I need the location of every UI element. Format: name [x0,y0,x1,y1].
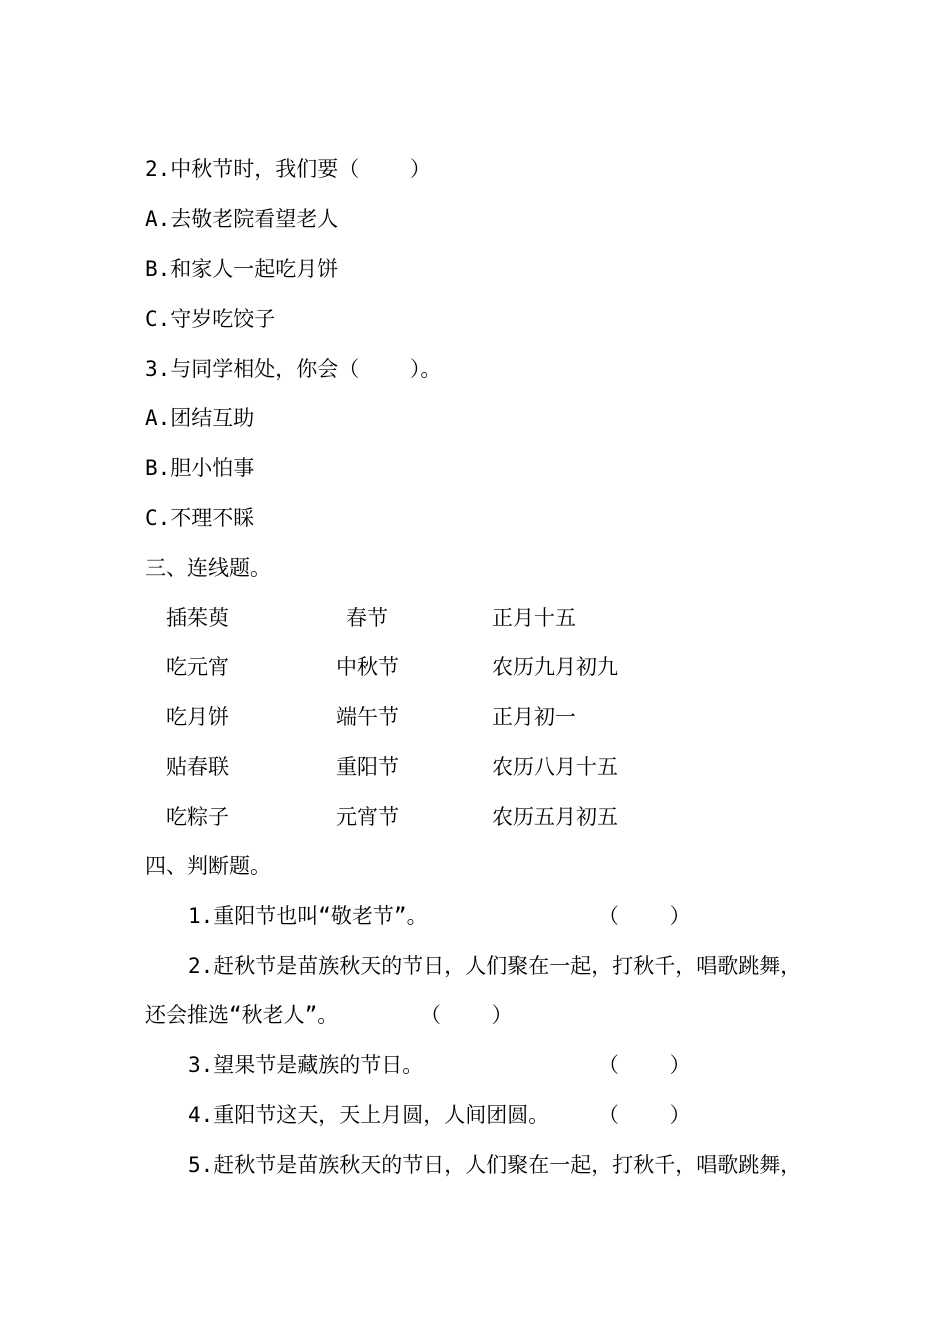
judgment-answer-1[interactable]: （ ） [598,904,691,928]
question-3-option-c: C.不理不睬 [145,506,255,530]
matching-festival-5: 元宵节 [336,805,399,829]
matching-date-4: 农历八月十五 [492,755,618,779]
matching-date-5: 农历五月初五 [492,805,618,829]
judgment-answer-3[interactable]: （ ） [598,1053,691,1077]
question-3-option-a: A.团结互助 [145,406,255,430]
matching-custom-3: 吃月饼 [166,705,229,729]
judgment-item-3: 3.望果节是藏族的节日。 [188,1053,424,1077]
question-2-option-a: A.去敬老院看望老人 [145,207,339,231]
judgment-item-2-continuation: 还会推选“秋老人”。 [145,1003,339,1027]
question-2-option-c: C.守岁吃饺子 [145,307,276,331]
matching-heading: 三、连线题。 [145,556,271,580]
matching-festival-3: 端午节 [336,705,399,729]
question-2-option-b: B.和家人一起吃月饼 [145,257,339,281]
matching-date-1: 正月十五 [492,606,576,630]
judgment-item-5: 5.赶秋节是苗族秋天的节日，人们聚在一起，打秋千，唱歌跳舞， [188,1153,802,1177]
matching-custom-1: 插茱萸 [166,606,229,630]
judgment-answer-2[interactable]: （ ） [420,1003,513,1027]
judgment-item-1: 1.重阳节也叫“敬老节”。 [188,904,428,928]
question-3-option-b: B.胆小怕事 [145,456,255,480]
judgment-heading: 四、判断题。 [145,854,271,878]
matching-festival-4: 重阳节 [336,755,399,779]
matching-custom-4: 贴春联 [166,755,229,779]
matching-festival-1: 春节 [346,606,388,630]
matching-festival-2: 中秋节 [336,655,399,679]
matching-date-2: 农历九月初九 [492,655,618,679]
question-2-stem: 2.中秋节时，我们要（ ） [145,157,431,181]
judgment-item-4: 4.重阳节这天，天上月圆，人间团圆。 [188,1103,550,1127]
judgment-answer-4[interactable]: （ ） [598,1103,691,1127]
judgment-item-2: 2.赶秋节是苗族秋天的节日，人们聚在一起，打秋千，唱歌跳舞， [188,954,802,978]
matching-date-3: 正月初一 [492,705,576,729]
matching-custom-2: 吃元宵 [166,655,229,679]
matching-custom-5: 吃粽子 [166,805,229,829]
question-3-stem: 3.与同学相处，你会（ ）。 [145,357,442,381]
